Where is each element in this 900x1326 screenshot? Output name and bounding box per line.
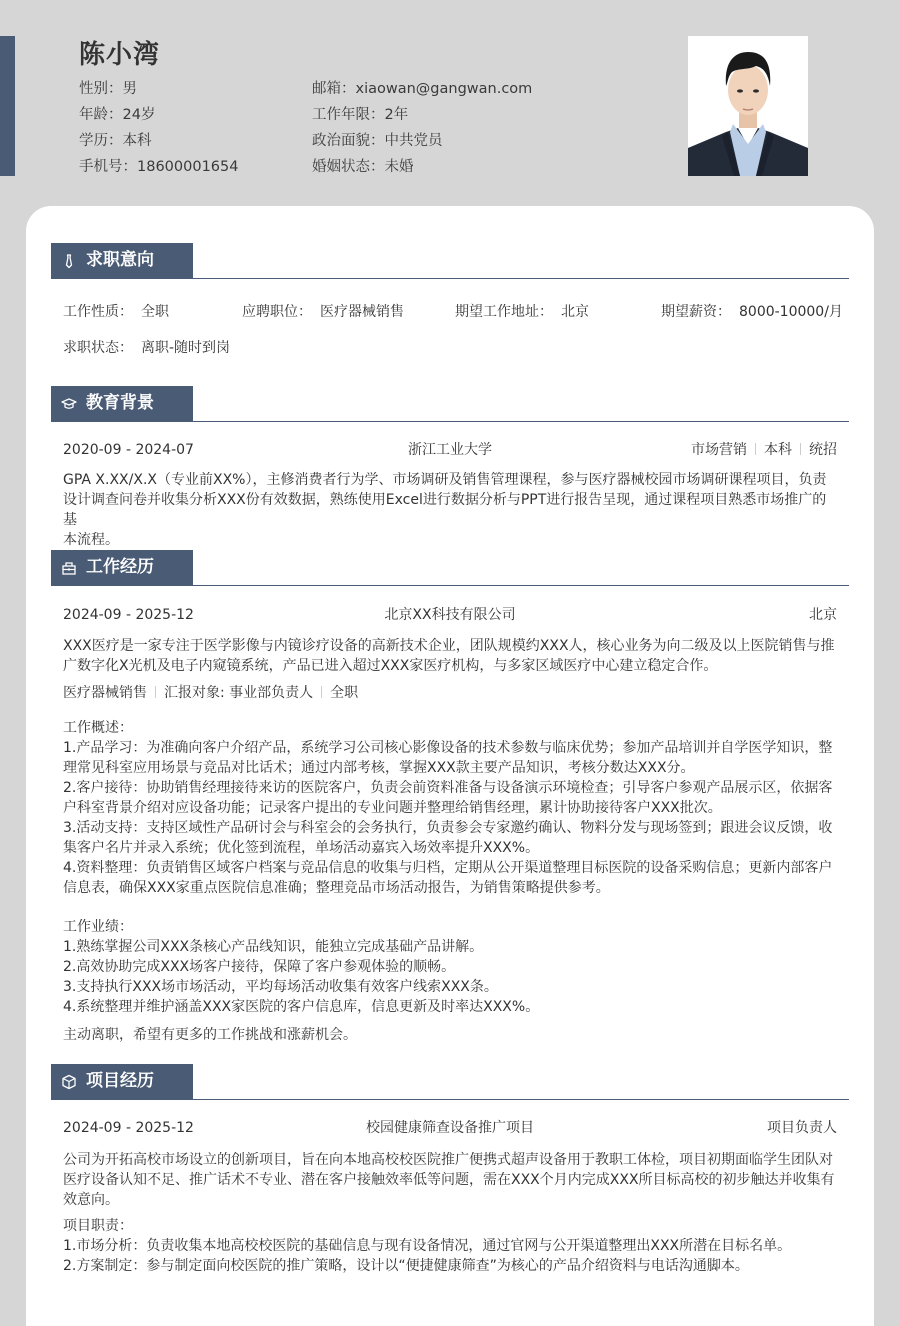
header-accent-bar <box>0 36 15 176</box>
project-summary-row <box>63 1118 837 1138</box>
marital-status-field <box>312 154 414 180</box>
education-tags <box>691 440 837 460</box>
profile-header <box>79 36 639 180</box>
text-line: 2.方案制定：参与制定面向校医院的推广策略，设计以“便捷健康筛查”为核心的产品介绍资料与电话沟通脚本。 <box>63 1258 749 1274</box>
duties-title: 项目职责： <box>63 1218 133 1234</box>
work-tags <box>63 683 838 703</box>
text-line: 3.支持执行XXX场市场活动，平均每场活动收集有效客户线索XXX条。 <box>63 979 498 995</box>
info-label: 政治面貌： <box>312 133 385 149</box>
section-title: 工作经历 <box>86 557 154 577</box>
work-location: 北京 <box>809 607 837 623</box>
info-value: 24岁 <box>122 107 156 123</box>
info-row <box>79 128 639 154</box>
text-line: 信息表，确保XXX家重点医院信息准确；整理竞品市场活动报告，为销售策略提供参考。 <box>63 880 610 896</box>
intent-position <box>242 302 404 322</box>
intent-status <box>63 338 230 358</box>
intent-label: 应聘职位： <box>242 304 312 320</box>
info-value: xiaowan@gangwan.com <box>355 81 533 97</box>
intent-job-type <box>63 302 169 322</box>
info-label: 邮箱： <box>312 81 356 97</box>
info-label: 年龄： <box>79 107 123 123</box>
work-period: 2024-09 - 2025-12 <box>63 607 194 623</box>
text-line: 集客户名片并录入系统；优化签到流程，单场活动嘉宾入场效率提升XXX%。 <box>63 840 540 856</box>
info-value: 未婚 <box>384 159 414 175</box>
text-line: 公司为开拓高校市场设立的创新项目，旨在向本地高校校医院推广便携式超声设备用于教职工体检，项目初期面临学生团队对 <box>63 1152 833 1168</box>
intent-value: 北京 <box>561 304 589 320</box>
info-label: 性别： <box>79 81 123 97</box>
intent-label: 工作性质： <box>63 304 133 320</box>
section-header-project <box>51 1064 849 1100</box>
overview-title: 工作概述： <box>63 720 133 736</box>
box-icon <box>61 1074 77 1090</box>
project-intro <box>63 1150 838 1210</box>
text-line: 设计调查问卷并收集分析XXX份有效数据，熟练使用Excel进行数据分析与PPT进行报告呈现，通过课程项目熟悉市场推广的基 <box>63 492 827 528</box>
candidate-name: 陈小湾 <box>79 40 161 70</box>
info-value: 18600001654 <box>137 159 239 175</box>
intent-value: 全职 <box>141 304 169 320</box>
intent-label: 期望薪资： <box>661 304 731 320</box>
graduation-cap-icon <box>61 396 77 412</box>
intent-value: 8000-10000/月 <box>739 304 843 320</box>
text-line: 户科室背景介绍对应设备功能；记录客户提出的专业问题并整理给销售经理，累计协助接待客户XXX批次。 <box>63 800 722 816</box>
project-name: 校园健康筛查设备推广项目 <box>366 1120 534 1136</box>
education-summary-row <box>63 440 837 460</box>
work-summary-row <box>63 605 837 625</box>
divider <box>755 443 756 455</box>
project-duties <box>63 1216 838 1276</box>
text-line: 效意向。 <box>63 1192 119 1208</box>
section-tab <box>51 386 193 421</box>
intent-label: 期望工作地址： <box>455 304 553 320</box>
text-line: 4.资料整理：负责销售区域客户档案与竞品信息的收集与归档，定期从公开渠道整理目标医院的设备采购信息；更新内部客户 <box>63 860 833 876</box>
intent-value: 医疗器械销售 <box>320 304 404 320</box>
info-value: 男 <box>122 81 137 97</box>
intent-location <box>455 302 589 322</box>
project-period: 2024-09 - 2025-12 <box>63 1120 194 1136</box>
text-line: 1.产品学习：为准确向客户介绍产品，系统学习公司核心影像设备的技术参数与临床优势；参加产品培训并自学医学知识，整 <box>63 740 833 756</box>
work-company: 北京XX科技有限公司 <box>384 607 516 623</box>
education-major: 市场营销 <box>691 442 747 458</box>
education-period: 2020-09 - 2024-07 <box>63 442 194 458</box>
degree-field <box>79 133 152 149</box>
text-line: XXX医疗是一家专注于医学影像与内镜诊疗设备的高新技术企业，团队规模约XXX人，核心业务为向二级及以上医院销售与推 <box>63 638 835 654</box>
info-row <box>79 102 639 128</box>
text-line: 广数字化X光机及电子内窥镜系统，产品已进入超过XXX家医疗机构，与多家区域医疗中心建立稳定合作。 <box>63 658 718 674</box>
text-line: 2.高效协助完成XXX场客户接待，保障了客户参观体验的顺畅。 <box>63 959 456 975</box>
text-line: 本流程。 <box>63 532 119 548</box>
info-value: 中共党员 <box>384 133 443 149</box>
experience-years-field <box>312 102 408 128</box>
work-achievements <box>63 917 838 1017</box>
gender-field <box>79 81 137 97</box>
tie-icon <box>61 253 77 269</box>
info-row <box>79 154 639 180</box>
section-tab <box>51 243 193 278</box>
text-line: 1.市场分析：负责收集本地高校校医院的基础信息与现有设备情况，通过官网与公开渠道整理出XXX所潜在目标名单。 <box>63 1238 792 1254</box>
info-label: 手机号： <box>79 159 137 175</box>
work-report-to: 汇报对象: 事业部负责人 <box>164 685 314 701</box>
briefcase-icon <box>61 560 77 576</box>
phone-field <box>79 159 238 175</box>
info-label: 婚姻状态： <box>312 159 385 175</box>
intent-value: 离职-随时到岗 <box>141 340 231 356</box>
age-field <box>79 107 155 123</box>
section-title: 教育背景 <box>86 393 154 413</box>
intent-label: 求职状态： <box>63 340 133 356</box>
project-role: 项目负责人 <box>767 1120 837 1136</box>
section-tab <box>51 550 193 585</box>
person-portrait-icon <box>688 36 808 176</box>
text-line: 医疗设备认知不足、推广话术不专业、潜在客户接触效率低等问题，需在XXX个月内完成XXX所目标高校的初步触达并收集有 <box>63 1172 835 1188</box>
divider <box>800 443 801 455</box>
info-label: 工作年限： <box>312 107 385 123</box>
section-header-work <box>51 550 849 586</box>
text-line: GPA X.XX/X.X（专业前XX%），主修消费者行为学、市场调研及销售管理课程，参与医疗器械校园市场调研课程项目，负责 <box>63 472 827 488</box>
info-row <box>79 76 639 102</box>
achievements-title: 工作业绩： <box>63 919 133 935</box>
section-tab <box>51 1064 193 1099</box>
section-title: 求职意向 <box>86 250 154 270</box>
work-leave-reason: 主动离职，希望有更多的工作挑战和涨薪机会。 <box>63 1027 357 1043</box>
divider <box>155 686 156 698</box>
text-line: 4.系统整理并维护涵盖XXX家医院的客户信息库，信息更新及时率达XXX%。 <box>63 999 540 1015</box>
text-line: 2.客户接待：协助销售经理接待来访的医院客户，负责会前资料准备与设备演示环境检查；引导客户参观产品展示区，依据客 <box>63 780 833 796</box>
divider <box>321 686 322 698</box>
section-header-education <box>51 386 849 422</box>
education-school: 浙江工业大学 <box>408 442 492 458</box>
education-description <box>63 470 838 550</box>
section-title: 项目经历 <box>86 1071 154 1091</box>
text-line: 3.活动支持：支持区域性产品研讨会与科室会的会务执行，负责参会专家邀约确认、物料分发与现场签到；跟进会议反馈，收 <box>63 820 833 836</box>
work-company-intro <box>63 636 838 676</box>
info-value: 本科 <box>122 133 152 149</box>
email-field <box>312 76 532 102</box>
work-role: 医疗器械销售 <box>63 685 147 701</box>
work-type: 全职 <box>330 685 359 701</box>
education-degree: 本科 <box>764 442 792 458</box>
political-status-field <box>312 128 443 154</box>
info-label: 学历： <box>79 133 123 149</box>
text-line: 1.熟练掌握公司XXX条核心产品线知识，能独立完成基础产品讲解。 <box>63 939 484 955</box>
intent-salary <box>661 302 843 322</box>
profile-info <box>79 76 639 180</box>
education-type: 统招 <box>809 442 837 458</box>
resume-card <box>26 206 874 1326</box>
section-header-intent <box>51 243 849 279</box>
info-value: 2年 <box>384 107 409 123</box>
text-line: 理常见科室应用场景与竞品对比话术；通过内部考核，掌握XXX款主要产品知识，考核分数达XXX分。 <box>63 760 695 776</box>
profile-photo <box>688 36 808 176</box>
work-overview <box>63 718 838 898</box>
